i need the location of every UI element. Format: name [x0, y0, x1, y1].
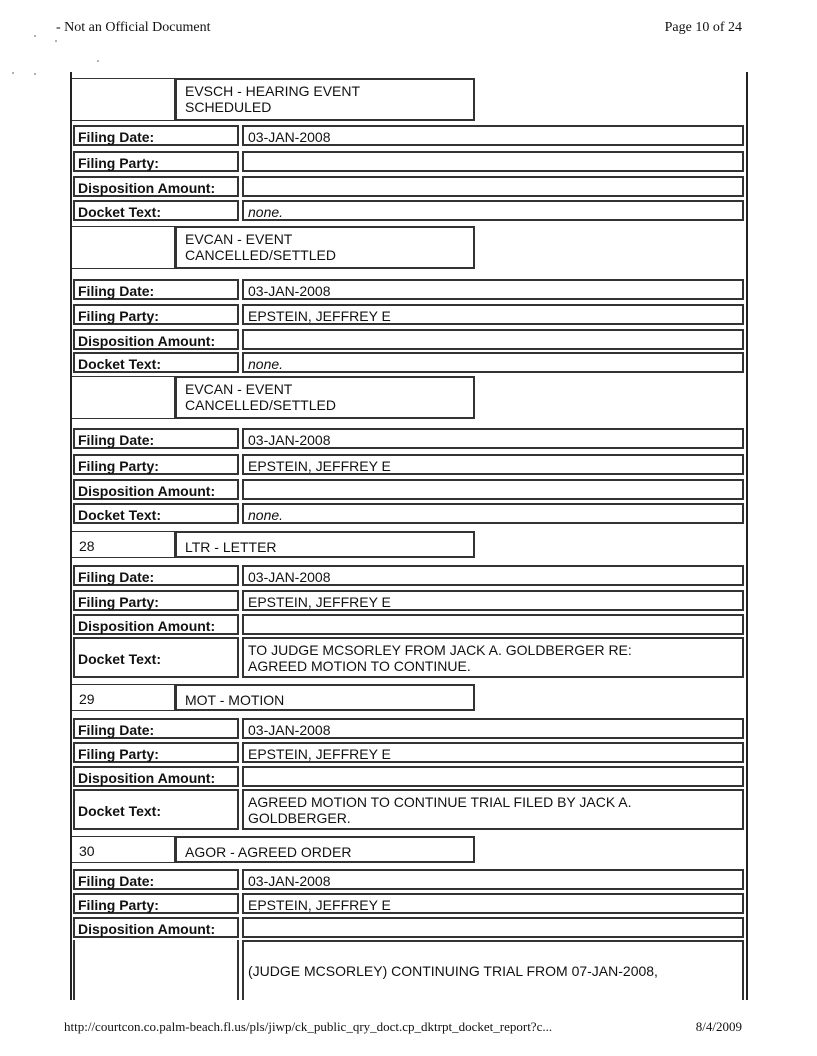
event-header	[72, 684, 475, 711]
event-code-line2: CANCELLED/SETTLED	[185, 247, 336, 263]
disposition-amount-value	[242, 614, 744, 635]
event-code: AGOR - AGREED ORDER	[175, 836, 475, 863]
docket-text-value: none.	[242, 503, 744, 524]
docket-text-line1: AGREED MOTION TO CONTINUE TRIAL FILED BY JACK A.	[248, 794, 632, 810]
field-label: Filing Party:	[73, 151, 239, 172]
source-url: http://courtcon.co.palm-beach.fl.us/pls/jiwp/ck_public_qry_doct.cp_dktrpt_docket_report?c...	[64, 1019, 553, 1034]
docket-text-line1: TO JUDGE MCSORLEY FROM JACK A. GOLDBERGER RE:	[248, 642, 632, 658]
filing-party-row	[73, 304, 744, 325]
filing-date-value: 03-JAN-2008	[242, 279, 744, 300]
field-label: Disposition Amount:	[73, 766, 239, 787]
filing-party-value: EPSTEIN, JEFFREY E	[242, 742, 744, 763]
field-label: Docket Text:	[73, 352, 239, 373]
filing-party-value: EPSTEIN, JEFFREY E	[242, 454, 744, 475]
event-code-line1: EVCAN - EVENT	[185, 381, 293, 397]
disposition-amount-row	[73, 766, 744, 787]
filing-date-value: 03-JAN-2008	[242, 428, 744, 449]
disposition-amount-row	[73, 917, 744, 938]
field-label: Filing Date:	[73, 718, 239, 739]
event-code-line1: EVCAN - EVENT	[185, 231, 293, 247]
filing-date-row	[73, 565, 744, 586]
disposition-amount-value	[242, 479, 744, 500]
event-code-line1: EVSCH - HEARING EVENT	[185, 83, 361, 99]
disposition-amount-row	[73, 479, 744, 500]
field-label: Docket Text:	[73, 200, 239, 221]
filing-party-row	[73, 151, 744, 172]
filing-date-row	[73, 718, 744, 739]
event-header	[72, 531, 475, 558]
filing-party-value	[242, 151, 744, 172]
event-number: 29	[72, 684, 175, 711]
filing-date-row	[73, 279, 744, 300]
field-label-empty	[73, 940, 239, 1000]
field-label: Filing Date:	[73, 428, 239, 449]
field-label: Docket Text:	[73, 637, 239, 678]
field-label: Disposition Amount:	[73, 329, 239, 350]
event-header	[72, 836, 475, 863]
filing-date-value: 03-JAN-2008	[242, 718, 744, 739]
field-label: Disposition Amount:	[73, 176, 239, 197]
filing-date-row	[73, 125, 744, 146]
disposition-amount-value	[242, 176, 744, 197]
docket-text-row	[73, 940, 744, 1000]
field-label: Filing Party:	[73, 454, 239, 475]
scan-speck	[34, 35, 36, 37]
page-number: Page 10 of 24	[664, 20, 742, 35]
filing-date-value: 03-JAN-2008	[242, 125, 744, 146]
print-date: 8/4/2009	[695, 1019, 742, 1034]
event-number: 30	[72, 836, 175, 863]
event-header	[72, 226, 475, 269]
docket-text-line2: GOLDBERGER.	[248, 810, 351, 826]
filing-date-value: 03-JAN-2008	[242, 869, 744, 890]
event-code: MOT - MOTION	[175, 684, 475, 711]
field-label: Docket Text:	[73, 503, 239, 524]
event-number	[72, 226, 175, 269]
event-number	[72, 78, 175, 121]
field-label: Filing Party:	[73, 590, 239, 611]
page-header-note: - Not an Official Document	[56, 20, 211, 35]
filing-date-row	[73, 869, 744, 890]
event-header	[72, 78, 475, 121]
filing-party-value: EPSTEIN, JEFFREY E	[242, 893, 744, 914]
event-code-line2: SCHEDULED	[185, 99, 272, 115]
disposition-amount-row	[73, 176, 744, 197]
field-label: Filing Party:	[73, 742, 239, 763]
event-header	[72, 376, 475, 419]
filing-party-value: EPSTEIN, JEFFREY E	[242, 590, 744, 611]
field-label: Disposition Amount:	[73, 614, 239, 635]
filing-party-row	[73, 893, 744, 914]
disposition-amount-value	[242, 766, 744, 787]
scan-speck	[55, 40, 57, 42]
docket-text-row	[73, 789, 744, 830]
docket-text-row	[73, 503, 744, 524]
docket-text-line2: AGREED MOTION TO CONTINUE.	[248, 658, 471, 674]
disposition-amount-value	[242, 329, 744, 350]
filing-party-row	[73, 454, 744, 475]
field-label: Disposition Amount:	[73, 479, 239, 500]
field-label: Filing Date:	[73, 869, 239, 890]
event-number: 28	[72, 531, 175, 558]
docket-text-value	[242, 637, 744, 678]
event-code-line2: CANCELLED/SETTLED	[185, 397, 336, 413]
field-label: Docket Text:	[73, 789, 239, 830]
disposition-amount-row	[73, 614, 744, 635]
field-label: Filing Date:	[73, 279, 239, 300]
disposition-amount-row	[73, 329, 744, 350]
docket-text-row	[73, 352, 744, 373]
filing-date-value: 03-JAN-2008	[242, 565, 744, 586]
field-label: Filing Party:	[73, 304, 239, 325]
filing-party-row	[73, 742, 744, 763]
docket-text-value	[242, 789, 744, 830]
filing-party-row	[73, 590, 744, 611]
filing-party-value: EPSTEIN, JEFFREY E	[242, 304, 744, 325]
docket-text-row	[73, 637, 744, 678]
event-code	[175, 376, 475, 419]
event-code	[175, 226, 475, 269]
event-code	[175, 78, 475, 121]
scan-speck	[34, 73, 36, 75]
scan-speck	[97, 60, 99, 62]
field-label: Disposition Amount:	[73, 917, 239, 938]
docket-text-value: none.	[242, 200, 744, 221]
event-code: LTR - LETTER	[175, 531, 475, 558]
field-label: Filing Date:	[73, 125, 239, 146]
scan-speck	[12, 72, 14, 74]
docket-text-row	[73, 200, 744, 221]
field-label: Filing Party:	[73, 893, 239, 914]
filing-date-row	[73, 428, 744, 449]
field-label: Filing Date:	[73, 565, 239, 586]
docket-text-value: none.	[242, 352, 744, 373]
event-number	[72, 376, 175, 419]
docket-text-value: (JUDGE MCSORLEY) CONTINUING TRIAL FROM 07-JAN-2008,	[242, 940, 744, 1000]
disposition-amount-value	[242, 917, 744, 938]
